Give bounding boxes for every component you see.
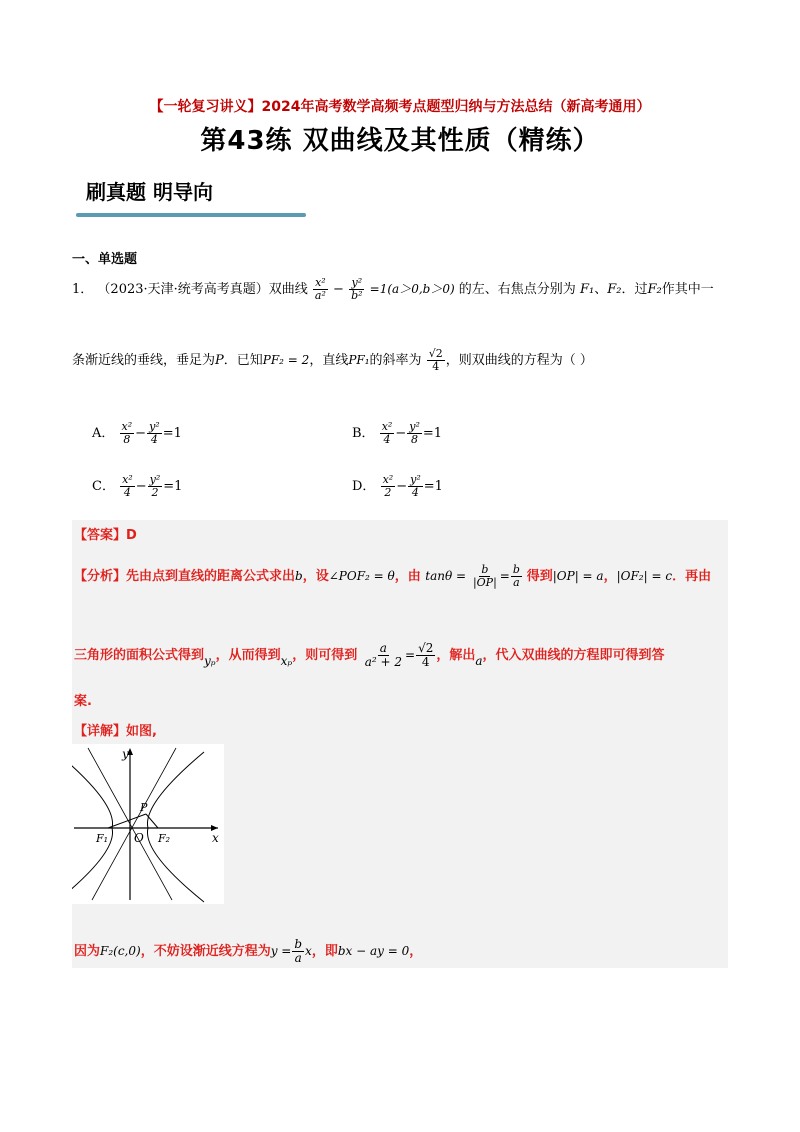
section-heading: 刷真题 明导向 (86, 180, 213, 204)
question-text: 的左、右焦点分别为 (458, 282, 576, 298)
hyperbola-left-branch (72, 752, 113, 902)
option-a[interactable]: A． $\frac{\text{x²}}{8}$ − $\frac{\text{y²}}{4}$ =1 (92, 420, 182, 447)
question-line-1: 1． （2023·天津·统考高考真题）双曲线 $\frac{\text{x²}}{\text{a²}}$ − $\frac{\text{y²}}{\text{b²}}$ =1(a＞0,b＞0) 的左、右焦点分别为 F₁、F₂．过F₂作其中一 (72, 276, 714, 303)
asymptote-1 (92, 748, 176, 900)
focus-f2: F₂ (647, 282, 662, 298)
pf2-value: PF₂ = 2 (262, 353, 310, 368)
answer-label: 【答案】 (74, 528, 127, 543)
series-title: 【一轮复习讲义】2024年高考数学高频考点题型归纳与方法总结（新高考通用） (149, 99, 651, 115)
analysis-label: 【分析】 (74, 569, 127, 585)
question-number: 1． (72, 282, 94, 298)
hyperbola-figure (72, 744, 224, 904)
option-d[interactable]: D． $\frac{\text{x²}}{2}$ − $\frac{\text{y²}}{4}$ =1 (352, 473, 443, 500)
option-c[interactable]: C． $\frac{\text{x²}}{4}$ − $\frac{\text{y²}}{2}$ =1 (92, 473, 183, 500)
equation-fraction-x: $\frac{\text{x²}}{\text{a²}}$ (314, 276, 326, 303)
question-text: 条渐近线的垂线，垂足为 (72, 353, 216, 369)
detail-line-1: 【详解】如图, (74, 724, 157, 739)
hyperbola-right-branch (147, 752, 204, 902)
analysis-line-1: 【分析】先由点到直线的距离公式求出b，设∠POF₂ = θ，由 tanθ = $\frac{b}{|OP|}$ = $\frac{b}{a}$ 得到|OP| = a，|OF₂| = c．再由 (74, 563, 712, 590)
answer-value: D (126, 528, 137, 543)
slope-fraction: $\frac{√2}{4}$ (428, 347, 443, 374)
label-p: P (140, 801, 148, 814)
sub-heading: 一、单选题 (72, 252, 138, 267)
separator: 、 (594, 282, 608, 298)
question-text: ．已知 (223, 353, 263, 369)
tan-expression: tanθ = $\frac{b}{|OP|}$ = $\frac{b}{a}$ (425, 563, 520, 590)
hyperbola-diagram (72, 744, 224, 904)
question-source: （2023·天津·统考高考真题）双曲线 (97, 282, 308, 298)
label-o: O (134, 831, 144, 845)
detail-line-2: 因为F₂(c,0)，不妨设渐近线方程为y = $\frac{b}{a}$ x，即bx − ay = 0， (74, 937, 423, 966)
label-y: y (122, 747, 129, 761)
equation-tail: =1(a＞0,b＞0) (369, 282, 455, 297)
focus-f1: F₁ (579, 282, 595, 298)
label-x: x (212, 831, 219, 845)
equation-fraction-y: $\frac{\text{y²}}{\text{b²}}$ (351, 276, 363, 303)
option-b[interactable]: B． $\frac{\text{x²}}{4}$ − $\frac{\text{y²}}{8}$ =1 (352, 420, 443, 447)
analysis-line-3: 案. (74, 694, 92, 709)
question-text: ，则双曲线的方程为（ ） (445, 353, 593, 369)
question-text: ．过 (621, 282, 648, 298)
question-text: 的斜率为 (369, 353, 422, 369)
focus-f2: F₂ (607, 282, 622, 298)
segment-f1-p (108, 814, 146, 828)
question-text: ，直线 (309, 353, 349, 369)
detail-label: 【详解】 (74, 724, 127, 739)
label-f2: F₂ (158, 832, 171, 845)
analysis-line-2: 三角形的面积公式得到yₚ，从而得到xₚ，则可得到 $\frac{a}{\text{a² + 2}}$ = $\frac{√2}{4}$ ，解出a，代入双曲线的方程即可得到答 (74, 641, 665, 670)
question-line-2 (72, 348, 593, 373)
line-pf1: PF₁ (348, 353, 370, 368)
section-underline (76, 213, 306, 217)
question-text: 作其中一 (661, 282, 714, 298)
point-p: P (215, 353, 224, 369)
page-title: 第43练 双曲线及其性质（精练） (200, 126, 600, 156)
label-f1: F₁ (96, 832, 109, 845)
answer-line (74, 524, 137, 543)
